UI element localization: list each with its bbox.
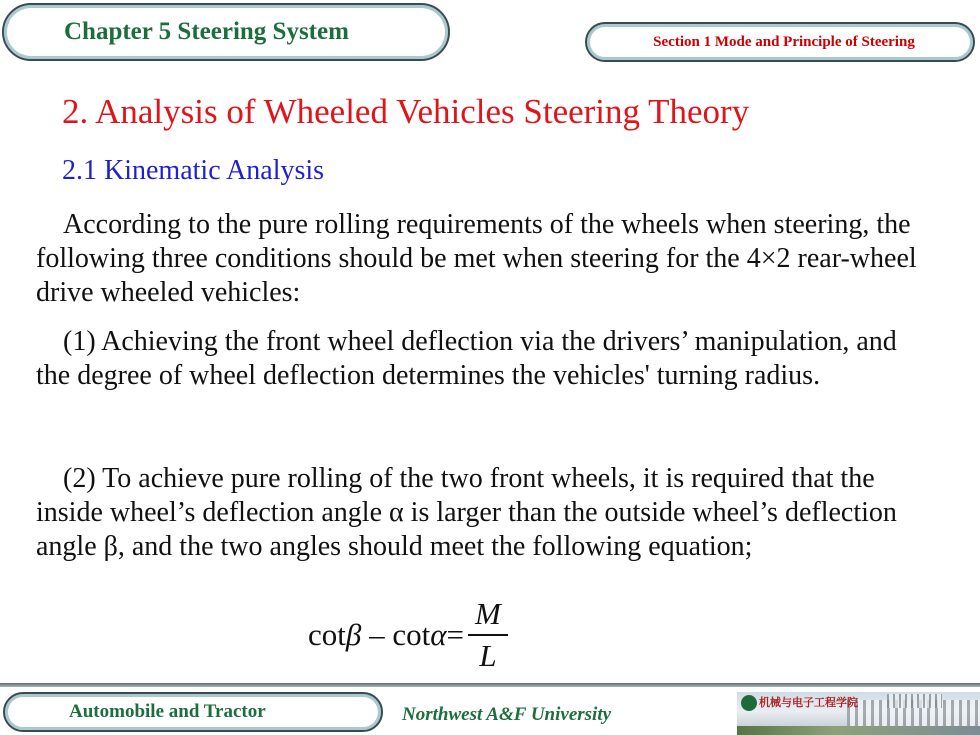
beta-symbol: β [345,617,362,652]
fraction-denominator: L [479,638,497,673]
course-name: Automobile and Tractor [69,701,266,722]
steering-equation [308,590,508,680]
university-name: Northwest A&F University [402,704,612,725]
section-title: Section 1 Mode and Principle of Steering [653,33,915,50]
alpha-symbol: α [430,617,447,652]
paragraph-condition-1: (1) Achieving the front wheel deflection via the drivers’ manipulation, and the degree of wheel deflection determines the vehicles' turning radius. [36,326,897,391]
paragraph-condition-2: (2) To achieve pure rolling of the two front wheels, it is required that the inside wheel’s deflection angle α is larger than the outside wheel’s deflection angle β, and the two angles should meet the following equation; [36,463,897,562]
paragraph-intro: According to the pure rolling requirements of the wheels when steering, the following three conditions should be met when steering for the 4×2 rear-wheel drive wheeled vehicles: [36,209,917,308]
equals-sign: = [446,617,464,652]
footer-divider [0,683,980,687]
chapter-title: Chapter 5 Steering System [64,18,349,45]
college-banner-image [737,692,980,735]
fraction [468,594,508,676]
slide-title: 2. Analysis of Wheeled Vehicles Steering Theory [62,92,750,131]
building-tower-image [887,694,942,708]
college-logo-icon [741,695,757,711]
cot-beta-func: cot [308,617,346,652]
cot-alpha-func: cot [392,617,431,652]
slide-subtitle: 2.1 Kinematic Analysis [62,155,325,186]
chapter-tab [2,3,450,61]
college-name: 机械与电子工程学院 [759,696,858,709]
section-tab [585,22,975,62]
course-tab [3,692,383,732]
minus-sign: – [361,617,393,652]
ground-strip [737,726,980,735]
fraction-numerator: M [475,596,501,631]
